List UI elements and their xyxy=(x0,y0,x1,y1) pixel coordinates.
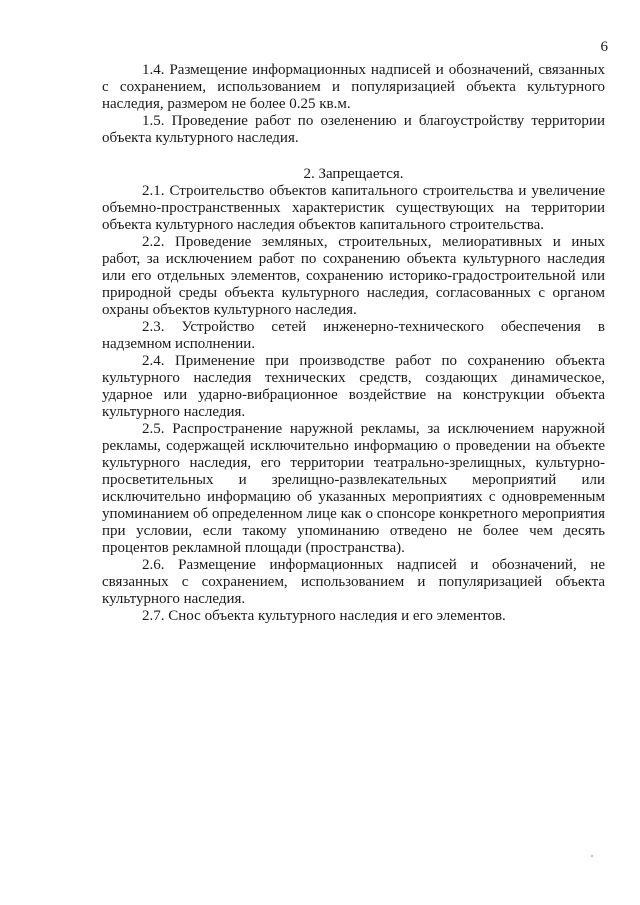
item-number: 1.4. xyxy=(142,62,165,78)
item-text: Размещение информационных надписей и обозначений, связанных с сохранением, использованием и популяризацией объекта культурного наследия, размером не более 0.25 кв.м. xyxy=(102,62,606,112)
item-2-7 xyxy=(102,608,605,625)
page-number: 6 xyxy=(600,39,608,55)
item-text: Строительство объектов капитального строительства и увеличение объемно-пространственных характеристик существующих на территории объекта культурного наследия объектов капитального строительства. xyxy=(102,183,606,233)
section-heading: 2. Запрещается. xyxy=(303,166,404,182)
item-text: Снос объекта культурного наследия и его элементов. xyxy=(168,608,506,624)
item-text: Проведение земляных, строительных, мелиоративных и иных работ, за исключением работ по сохранению объекта культурного наследия или его отдельных элементов, сохранению историко-градостроительной или природной среды объекта культурного наследия, согласованных с органом охраны объектов культурного наследия. xyxy=(102,234,606,318)
item-text: Проведение работ по озеленению и благоустройству территории объекта культурного наследия. xyxy=(102,113,605,146)
item-number: 2.4. xyxy=(142,353,165,369)
item-number: 2.1. xyxy=(142,183,165,199)
item-text: Устройство сетей инженерно-технического обеспечения в надземном исполнении. xyxy=(102,319,606,352)
item-1-5 xyxy=(102,113,605,147)
item-text: Применение при производстве работ по сохранению объекта культурного наследия технических средств, создающих динамическое, ударное или ударно-вибрационное воздействие на конструкции объекта культурного наследия. xyxy=(102,353,605,420)
item-number: 2.6. xyxy=(142,557,165,573)
item-2-1 xyxy=(102,183,605,234)
item-text: Распространение наружной рекламы, за исключением наружной рекламы, содержащей исключительно информацию о проведении на объекте культурного наследия, его территории театрально-зрелищных, культурно-просветительных и зрелищно-развлекательных мероприятий или исключительно информацию об указанных мероприятиях с одновременным упоминанием об определенном лице как о спонсоре конкретного мероприятия при условии, если такому упоминанию отведено не более чем десять процентов рекламной площади (пространства). xyxy=(102,421,606,556)
item-number: 2.7. xyxy=(142,608,165,624)
item-number: 1.5. xyxy=(142,113,165,129)
item-number: 2.2. xyxy=(142,234,165,250)
item-2-4 xyxy=(102,353,605,421)
item-2-2 xyxy=(102,234,605,319)
item-2-6 xyxy=(102,557,605,608)
item-1-4 xyxy=(102,62,605,113)
item-number: 2.5. xyxy=(142,421,165,437)
item-2-5 xyxy=(102,421,605,557)
item-number: 2.3. xyxy=(142,319,165,335)
item-2-3 xyxy=(102,319,605,353)
document-body xyxy=(102,62,605,625)
item-text: Размещение информационных надписей и обозначений, не связанных с сохранением, использованием и популяризацией объекта культурного наследия. xyxy=(102,557,605,607)
scan-speck xyxy=(591,855,594,858)
